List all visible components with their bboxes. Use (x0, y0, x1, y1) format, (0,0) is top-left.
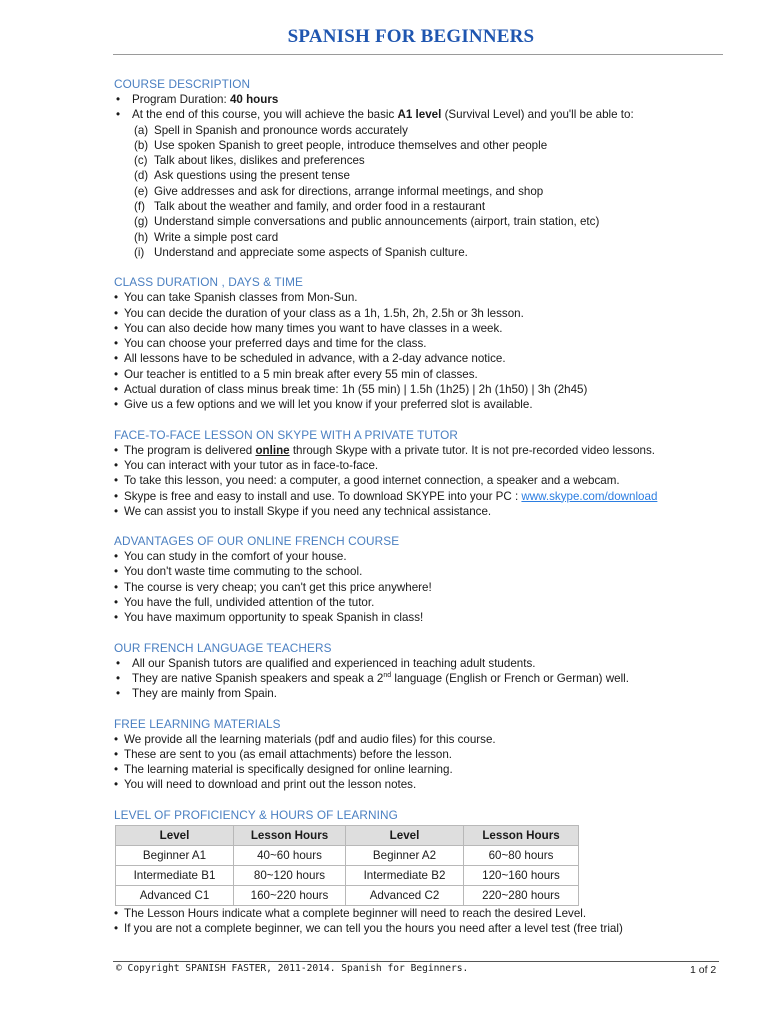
list-item: (f) Talk about the weather and family, and order food in a restaurant (134, 200, 486, 214)
list-item: • You can also decide how many times you want to have classes in a week. (114, 321, 714, 336)
list-item: • The Lesson Hours indicate what a complete beginner will need to reach the desired Level. (114, 906, 714, 921)
list-item: • Our teacher is entitled to a 5 min break after every 55 min of classes. (114, 367, 714, 382)
list-item: (g) Understand simple conversations and public announcements (airport, train station, etc) (134, 215, 600, 229)
list-item: • Program Duration: 40 hours (114, 92, 714, 107)
list-item: • You have the full, undivided attention of the tutor. (114, 595, 714, 610)
footer-copyright: © Copyright SPANISH FASTER, 2011-2014. Spanish for Beginners. (116, 963, 469, 974)
list-item: (c) Talk about likes, dislikes and preferences (134, 154, 365, 168)
list-item: • You will need to download and print out the lesson notes. (114, 777, 714, 792)
table-cell: Beginner A2 (346, 845, 464, 865)
table-row (116, 865, 579, 885)
class-duration-list (114, 290, 714, 412)
list-item: • The learning material is specifically designed for online learning. (114, 762, 714, 777)
list-item: (e) Give addresses and ask for directions, arrange informal meetings, and shop (134, 184, 544, 198)
list-item: (d) Ask questions using the present tense (134, 169, 350, 183)
proficiency-table (115, 825, 579, 906)
table-cell: 120~160 hours (464, 865, 579, 885)
page-title: SPANISH FOR BEGINNERS (287, 26, 535, 47)
duration-value: 40 hours (229, 93, 279, 106)
class-duration-heading: CLASS DURATION , DAYS & TIME (114, 275, 303, 290)
skype-download-link[interactable]: www.skype.com/download (521, 489, 658, 503)
list-item: (b) Use spoken Spanish to greet people, introduce themselves and other people (134, 138, 548, 152)
list-item: (i) Understand and appreciate some aspects of Spanish culture. (134, 245, 468, 259)
table-cell: Advanced C2 (346, 885, 464, 905)
list-item: • To take this lesson, you need: a computer, a good internet connection, a speaker and a webcam. (114, 473, 714, 488)
skype-lesson-heading: FACE-TO-FACE LESSON ON SKYPE WITH A PRIVATE TUTOR (114, 427, 459, 442)
table-header-cell: Level (346, 825, 464, 845)
table-cell: 160~220 hours (234, 885, 346, 905)
list-item: • You can decide the duration of your class as a 1h, 1.5h, 2h, 2.5h or 3h lesson. (114, 306, 714, 321)
materials-heading: FREE LEARNING MATERIALS (114, 716, 281, 731)
level-value: A1 level (397, 108, 442, 122)
table-cell: 60~80 hours (464, 845, 579, 865)
table-cell: Advanced C1 (116, 885, 234, 905)
list-item: • You can interact with your tutor as in face-to-face. (114, 458, 714, 473)
document-body (114, 77, 714, 936)
table-header-cell: Level (116, 825, 234, 845)
list-item: • The program is delivered online through Skype with a private tutor. It is not pre-recorded video lessons. (114, 443, 714, 458)
table-row (116, 845, 579, 865)
table-header-cell: Lesson Hours (464, 825, 579, 845)
course-description-list (114, 92, 714, 123)
table-header-cell: Lesson Hours (234, 825, 346, 845)
list-item: • They are native Spanish speakers and speak a 2nd language (English or French or German) well. (114, 671, 714, 686)
page-number: 1 of 2 (690, 964, 717, 976)
footer-divider (113, 961, 719, 962)
list-item: • The course is very cheap; you can't get this price anywhere! (114, 580, 714, 595)
list-item: • We can assist you to install Skype if you need any technical assistance. (114, 504, 714, 519)
table-row (116, 885, 579, 905)
teachers-heading: OUR FRENCH LANGUAGE TEACHERS (114, 640, 332, 655)
outcomes-list (114, 123, 714, 261)
list-item: • You can study in the comfort of your house. (114, 549, 714, 564)
materials-list (114, 732, 714, 793)
list-item: • At the end of this course, you will achieve the basic A1 level (Survival Level) and you'll be able to: (114, 107, 714, 122)
advantages-heading: ADVANTAGES OF OUR ONLINE FRENCH COURSE (114, 534, 400, 549)
course-description-heading: COURSE DESCRIPTION (114, 77, 251, 91)
proficiency-heading: LEVEL OF PROFICIENCY & HOURS OF LEARNING (114, 807, 398, 822)
list-item: (a) Spell in Spanish and pronounce words accurately (134, 123, 408, 137)
list-item: • All our Spanish tutors are qualified and experienced in teaching adult students. (114, 656, 714, 671)
table-cell: Intermediate B2 (346, 865, 464, 885)
table-cell: 80~120 hours (234, 865, 346, 885)
list-item: • You have maximum opportunity to speak Spanish in class! (114, 610, 714, 625)
list-item: • These are sent to you (as email attachments) before the lesson. (114, 747, 714, 762)
title-divider (113, 54, 723, 55)
list-item: • Skype is free and easy to install and use. To download SKYPE into your PC : www.skype.com/download (114, 489, 714, 504)
list-item: • You don't waste time commuting to the school. (114, 564, 714, 579)
table-cell: Intermediate B1 (116, 865, 234, 885)
list-item: • If you are not a complete beginner, we can tell you the hours you need after a level test (free trial) (114, 921, 714, 936)
list-item: (h) Write a simple post card (134, 230, 279, 244)
list-item: • They are mainly from Spain. (114, 686, 714, 701)
online-emphasis: online (255, 443, 290, 457)
list-item: • You can take Spanish classes from Mon-Sun. (114, 290, 714, 305)
list-item: • We provide all the learning materials (pdf and audio files) for this course. (114, 732, 714, 747)
table-cell: Beginner A1 (116, 845, 234, 865)
list-item: • Actual duration of class minus break time: 1h (55 min) | 1.5h (1h25) | 2h (1h50) | 3h (2h45) (114, 382, 714, 397)
skype-lesson-list (114, 443, 714, 519)
table-cell: 220~280 hours (464, 885, 579, 905)
table-cell: 40~60 hours (234, 845, 346, 865)
proficiency-notes (114, 906, 714, 937)
list-item: • Give us a few options and we will let you know if your preferred slot is available. (114, 397, 714, 412)
advantages-list (114, 549, 714, 625)
list-item: • You can choose your preferred days and time for the class. (114, 336, 714, 351)
list-item: • All lessons have to be scheduled in advance, with a 2-day advance notice. (114, 351, 714, 366)
teachers-list (114, 656, 714, 702)
table-header-row (116, 825, 579, 845)
